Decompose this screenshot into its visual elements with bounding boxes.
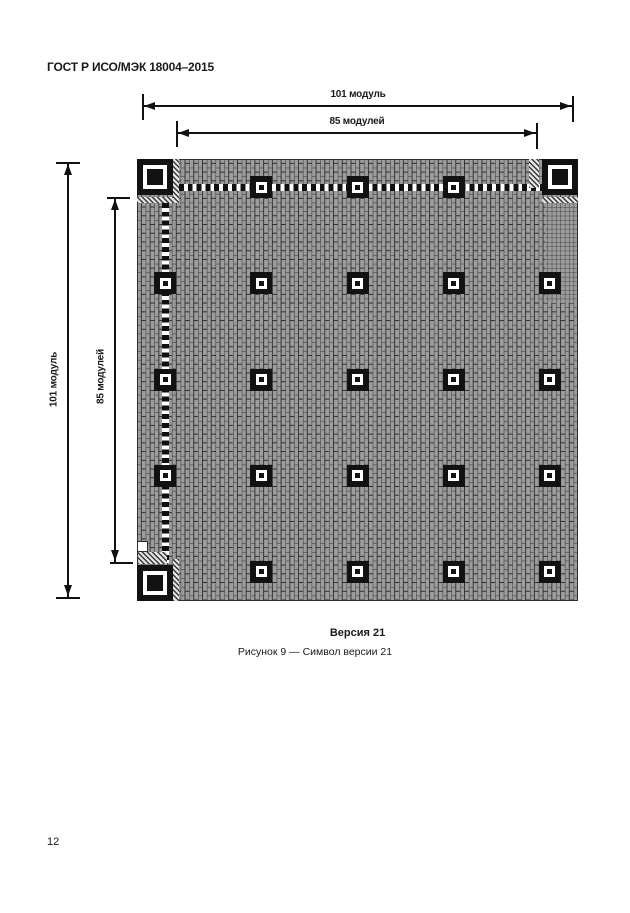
dim-vertical-total-label: 101 модуль	[48, 351, 60, 408]
alignment-pattern	[539, 369, 561, 391]
format-info-hatch-top-right	[542, 197, 578, 203]
alignment-white-ring	[256, 374, 267, 385]
arrowhead-down	[64, 585, 72, 596]
dim-tick	[56, 597, 80, 599]
alignment-white-ring	[256, 182, 267, 193]
white-module-bottom-left	[138, 542, 147, 551]
dim-line	[114, 198, 116, 563]
alignment-pattern	[154, 272, 176, 294]
arrowhead-left	[178, 129, 189, 137]
finder-pattern-bottom-left	[137, 565, 173, 601]
alignment-pattern	[250, 465, 272, 487]
format-info-hatch-top-left-horizontal	[137, 197, 173, 203]
finder-white-ring	[548, 165, 572, 189]
format-info-hatch-top-left-vertical	[173, 159, 179, 203]
alignment-white-ring	[352, 566, 363, 577]
alignment-core	[259, 185, 264, 190]
alignment-core	[451, 377, 456, 382]
alignment-pattern	[539, 465, 561, 487]
arrowhead-up	[111, 199, 119, 210]
arrowhead-left	[144, 102, 155, 110]
alignment-white-ring	[544, 470, 555, 481]
alignment-white-ring	[160, 374, 171, 385]
alignment-core	[451, 473, 456, 478]
alignment-pattern	[347, 369, 369, 391]
finder-white-ring	[143, 571, 167, 595]
alignment-pattern	[443, 272, 465, 294]
alignment-core	[355, 185, 360, 190]
alignment-core	[259, 281, 264, 286]
dim-horizontal-total-label: 101 модуль	[330, 89, 386, 100]
alignment-pattern	[443, 561, 465, 583]
alignment-white-ring	[544, 566, 555, 577]
alignment-core	[547, 569, 552, 574]
page-header: ГОСТ Р ИСО/МЭК 18004–2015	[47, 60, 214, 74]
alignment-core	[355, 569, 360, 574]
alignment-core	[451, 185, 456, 190]
alignment-white-ring	[352, 470, 363, 481]
alignment-core	[259, 377, 264, 382]
alignment-white-ring	[160, 278, 171, 289]
alignment-white-ring	[448, 278, 459, 289]
alignment-core	[547, 473, 552, 478]
dim-tick	[536, 123, 538, 149]
alignment-pattern	[347, 561, 369, 583]
alignment-pattern	[347, 176, 369, 198]
alignment-core	[355, 473, 360, 478]
alignment-white-ring	[448, 470, 459, 481]
alignment-white-ring	[544, 278, 555, 289]
alignment-white-ring	[352, 278, 363, 289]
dim-line	[177, 132, 537, 134]
dim-tick	[572, 96, 574, 122]
alignment-pattern	[154, 465, 176, 487]
alignment-white-ring	[160, 470, 171, 481]
alignment-white-ring	[256, 470, 267, 481]
alignment-pattern	[154, 369, 176, 391]
alignment-pattern	[250, 272, 272, 294]
dim-line	[143, 105, 573, 107]
finder-core	[552, 169, 568, 185]
alignment-core	[547, 281, 552, 286]
arrowhead-right	[560, 102, 571, 110]
finder-white-ring	[143, 165, 167, 189]
dim-horizontal-data-label: 85 модулей	[329, 116, 385, 127]
alignment-core	[355, 377, 360, 382]
alignment-white-ring	[448, 566, 459, 577]
alignment-pattern	[250, 369, 272, 391]
alignment-pattern	[347, 272, 369, 294]
alignment-pattern	[443, 369, 465, 391]
arrowhead-right	[524, 129, 535, 137]
finder-core	[147, 575, 163, 591]
alignment-core	[259, 473, 264, 478]
alignment-white-ring	[256, 278, 267, 289]
version-info-hatch-bottom-left	[138, 552, 167, 564]
figure-caption: Рисунок 9 — Символ версии 21	[237, 646, 393, 658]
arrowhead-up	[64, 164, 72, 175]
alignment-white-ring	[448, 374, 459, 385]
finder-core	[147, 169, 163, 185]
alignment-core	[259, 569, 264, 574]
alignment-pattern	[443, 176, 465, 198]
alignment-core	[547, 377, 552, 382]
alignment-pattern	[539, 272, 561, 294]
alignment-core	[451, 569, 456, 574]
finder-pattern-top-left	[137, 159, 173, 195]
qr-symbol-version-21	[137, 159, 578, 601]
dim-vertical-data-label: 85 модулей	[95, 349, 107, 404]
alignment-core	[451, 281, 456, 286]
alignment-pattern	[539, 561, 561, 583]
arrowhead-down	[111, 550, 119, 561]
alignment-core	[163, 281, 168, 286]
alignment-core	[355, 281, 360, 286]
alignment-white-ring	[256, 566, 267, 577]
alignment-pattern	[250, 561, 272, 583]
alignment-pattern	[443, 465, 465, 487]
dim-tick	[110, 562, 133, 564]
alignment-white-ring	[448, 182, 459, 193]
alignment-pattern	[347, 465, 369, 487]
page-number: 12	[47, 836, 60, 848]
format-info-hatch-bottom-left	[173, 559, 179, 601]
version-info-hatch-top-right	[529, 159, 539, 188]
finder-pattern-top-right	[542, 159, 578, 195]
alignment-white-ring	[352, 182, 363, 193]
alignment-white-ring	[544, 374, 555, 385]
alignment-pattern	[250, 176, 272, 198]
dim-line	[67, 163, 69, 599]
alignment-white-ring	[352, 374, 363, 385]
alignment-core	[163, 377, 168, 382]
alignment-core	[163, 473, 168, 478]
figure-subcaption: Версия 21	[329, 627, 386, 639]
